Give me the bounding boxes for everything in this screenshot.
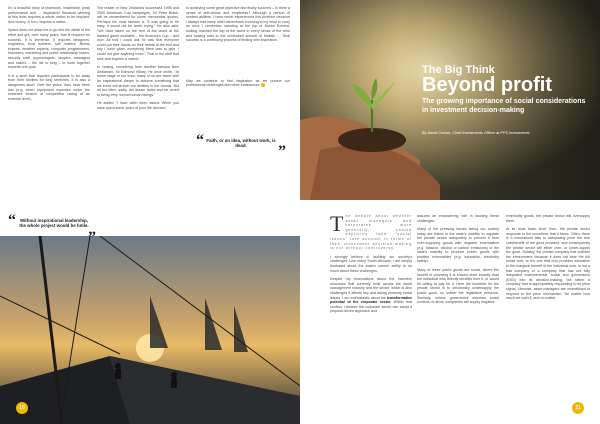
- left-column-1: [8, 6, 90, 105]
- left-column-3: [186, 6, 290, 92]
- left-column-2: [97, 6, 179, 114]
- right-column-3: [506, 214, 590, 305]
- paragraph: It's a beautiful story of teamwork, leadership, peak performance and … inspiration! Because winning at this level requires a whole nation to be inspired. And victory, in turn, inspires a nation.: [8, 6, 90, 24]
- paragraph: assume an empowering role in tackling these challenges.: [417, 214, 499, 223]
- paragraph: externality goods, the private sector will oversupply them.: [506, 214, 590, 223]
- sailing-photo: [0, 236, 300, 424]
- sunset-sailing-illustration: [0, 236, 300, 424]
- page-number-badge: 10: [16, 402, 28, 414]
- open-quote-icon: “: [196, 132, 204, 149]
- article-byline: By David Crosse, Chief Investments Officer at PPS Investments: [422, 131, 530, 135]
- paragraph: He added "I have often been asked: When you have spent some years of your life devoted: [97, 101, 179, 110]
- paragraph: Many of the pressing issues facing our society today are linked to the state's inability to regulate the private sector adequately to prevent it from over-supplying goods with negative externalities (e.g. tobacco, alcohol or carbon emissions) or the state's inability to produce public goods with positive externalities (e.g. education, electricity safety).: [417, 227, 499, 264]
- paragraph: At its most basic level, then, the private sector responds to the incentives that it faces. Often, there is a mechanism fails to adequately price the true cost/benefit of the good provided, and consequently the private sector will either over- or under-supply the good. Notably, the private company that pollutes the environment because it does not bear the full social cost, or the one that only provides education to the marginal benefit of the individual user, is not a bad company or a company that has not fully integrated environmental, social and governance (ESG) into its decision-making, but rather a company that is appropriately responding to its price signal. Likewise, asset managers are incentivised to respond to the price mechanism. No matter how much we wish it, and no matter: [506, 227, 590, 301]
- paragraph: In closing, something from another famous New Zealander, Sir Edmund Hillary, He once wrote, "At some stage in our lives, many of us are faced with an inspirational dream to achieve something that we know will stretch our abilities to the utmost. But all too often, sadly, the dream fades and we revert to being very normal human beings.": [97, 65, 179, 97]
- paragraph: to achieving some great objective and finally succeed – is there a sense of anti-climax and emptiness? Although a person of modest abilities, I have never experienced this problem because I always had many other adventures churning in my mind to carry on next. I remember standing at the top of Mount Everest, looking reached the top of the world in every sense of the term and looking east to the unclimbed summit of Makalu … Real success is a continuing process of finding new inspiration.": [186, 6, 290, 43]
- paragraph: It is a sport that requires participants to be away from their families for long stretches. It is also a dangerous sport. Over the years, lives have been lost (e.g. when equipment explodes under the immense tension of competitive racing at an extreme level).: [8, 73, 90, 101]
- paragraph: I strongly believe in tackling our society's challenges. Like many South Africans, I am deeply frustrated about the state's current ability to do much about these challenges.: [330, 254, 412, 273]
- paragraph: Despite my reservations about the incentive structures that currently exist across the asset management industry and the sector, which is also challenges it affects key and taking pressing social issues, I am enthusiastic about the transformative potential of the corporate sector. Within that context, I believe the corporate sector can adopt a purpose-driven approach and: [330, 277, 412, 314]
- page-number-badge: 11: [572, 402, 584, 414]
- paragraph: Space does not allow me to go into the detail of the effort and grit, over many years, that is required for success. It is immense. It requires designers, engineers, boat builders, sail makers, fitness experts, weather experts, computer programmers, financiers, marketing and public relationship teams, security staff, psychologists, lawyers, managers and sailors – the list is long – to work together towards one goal.: [8, 28, 90, 70]
- end-mark-icon: [261, 83, 265, 87]
- right-column-1: [330, 211, 412, 318]
- right-column-2: [417, 214, 499, 309]
- pull-quote: Without inspirational leadership, the whole project would be futile.: [19, 218, 89, 229]
- paragraph: May we continue to find inspiration as we pursue our professional challenges and other endeavours: [186, 78, 290, 88]
- drop-cap: T: [330, 211, 344, 236]
- close-quote-icon: ”: [278, 143, 286, 160]
- paragraph: Many of these public goods are social, where the benefit of providing it is shared more broadly than the individual who directly benefits from it, or would be willing to pay for it. Here the incentive for the private sector is to structurally undersupply the public good, no matter the legislative pressure. Similarly, unless government imposes social controls on firms, companies will supply negative: [417, 267, 499, 305]
- paragraph: The leader of New Zealand's successful 1995 and 2000 America's Cup campaigns, Sir Peter Blake, will be remembered for some memorable quotes. Perhaps his most famous is "It was going to be easy, it would not be worth trying." He also said, "We have taken on the rest of the world at the hardest game available – the America's Cup – and won. All that I could ask for was that everyone could put their hands on their hearts at the end and say I have given everything there was to give. I could not give anything more." That is the stuff that stirs and inspires a nation!: [97, 6, 179, 61]
- right-page: [300, 0, 600, 424]
- open-quote-icon: “: [8, 212, 16, 229]
- section-kicker: The Big Think: [422, 64, 495, 76]
- pull-quote: Faith, or an idea, without work, is dead.: [206, 138, 276, 149]
- paragraph: The debate about whether asset managers and corporates, more generally, should explicitly take "social issues" into account in terms of their investment decision-making is not without controversy.: [330, 211, 412, 251]
- article-subhead: The growing importance of social considerations in investment decision-making: [422, 98, 586, 114]
- article-headline: Beyond profit: [422, 74, 552, 96]
